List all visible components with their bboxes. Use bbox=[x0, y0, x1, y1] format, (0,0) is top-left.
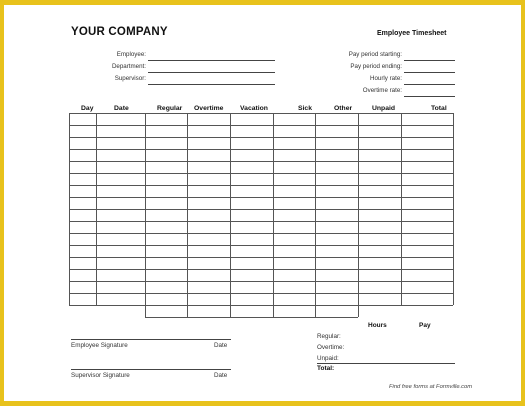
table-row-line bbox=[69, 197, 453, 198]
table-row-line bbox=[69, 125, 453, 126]
col-header-sick: Sick bbox=[298, 105, 312, 112]
table-row-line bbox=[69, 269, 453, 270]
table-column-line bbox=[96, 113, 97, 305]
col-header-unpaid: Unpaid bbox=[372, 105, 396, 112]
table-row-line bbox=[69, 221, 453, 222]
table-column-line bbox=[69, 113, 70, 305]
hourly-rate-label: Hourly rate: bbox=[370, 75, 402, 82]
pay-period-start-field[interactable] bbox=[404, 60, 455, 61]
employee-signature-line[interactable] bbox=[71, 339, 231, 340]
summary-regular-label: Regular: bbox=[317, 333, 341, 340]
employee-field[interactable] bbox=[148, 60, 275, 61]
col-header-day: Day bbox=[81, 105, 94, 112]
summary-overtime-label: Overtime: bbox=[317, 344, 345, 351]
table-row-line bbox=[69, 257, 453, 258]
col-header-total: Total bbox=[431, 105, 447, 112]
col-header-date: Date bbox=[114, 105, 129, 112]
supervisor-label: Supervisor: bbox=[114, 75, 146, 82]
table-header-rule bbox=[69, 113, 453, 114]
employee-date-label: Date bbox=[214, 342, 228, 349]
summary-divider bbox=[317, 363, 455, 364]
supervisor-date-label: Date bbox=[214, 372, 228, 379]
table-summary-line bbox=[145, 317, 358, 318]
table-row-line bbox=[69, 209, 453, 210]
table-row-line bbox=[69, 281, 453, 282]
supervisor-signature-label: Supervisor Signature bbox=[71, 372, 130, 379]
department-field[interactable] bbox=[148, 72, 275, 73]
department-label: Department: bbox=[111, 63, 146, 70]
pay-period-start-label: Pay period starting: bbox=[348, 51, 402, 58]
table-row-line bbox=[69, 185, 453, 186]
table-row-line bbox=[69, 173, 453, 174]
table-column-line bbox=[230, 113, 231, 317]
table-row-line bbox=[69, 305, 453, 306]
table-column-line bbox=[145, 113, 146, 317]
col-header-regular: Regular bbox=[157, 105, 183, 112]
supervisor-field[interactable] bbox=[148, 84, 275, 85]
table-column-line bbox=[187, 113, 188, 317]
summary-unpaid-label: Unpaid: bbox=[317, 355, 339, 362]
table-row-line bbox=[69, 137, 453, 138]
pay-period-end-field[interactable] bbox=[404, 72, 455, 73]
table-row-line bbox=[69, 293, 453, 294]
table-row-line bbox=[69, 161, 453, 162]
table-row-line bbox=[69, 245, 453, 246]
table-column-line bbox=[273, 113, 274, 317]
summary-total-label: Total: bbox=[317, 365, 335, 372]
hourly-rate-field[interactable] bbox=[404, 84, 455, 85]
table-row-line bbox=[69, 149, 453, 150]
supervisor-signature-line[interactable] bbox=[71, 369, 231, 370]
employee-signature-label: Employee Signature bbox=[71, 342, 128, 349]
summary-hours-header: Hours bbox=[368, 322, 387, 329]
col-header-other: Other bbox=[334, 105, 353, 112]
company-name: YOUR COMPANY bbox=[71, 26, 168, 38]
overtime-rate-field[interactable] bbox=[404, 96, 455, 97]
table-column-line bbox=[401, 113, 402, 305]
table-column-line bbox=[315, 113, 316, 317]
table-column-line bbox=[358, 113, 359, 317]
col-header-overtime: Overtime bbox=[194, 105, 224, 112]
col-header-vacation: Vacation bbox=[240, 105, 268, 112]
overtime-rate-label: Overtime rate: bbox=[362, 87, 402, 94]
document-title: Employee Timesheet bbox=[377, 30, 447, 37]
employee-label: Employee: bbox=[116, 51, 146, 58]
footer-note: Find free forms at Formville.com bbox=[389, 384, 473, 390]
pay-period-end-label: Pay period ending: bbox=[350, 63, 402, 70]
table-row-line bbox=[69, 233, 453, 234]
table-column-line bbox=[453, 113, 454, 305]
summary-pay-header: Pay bbox=[419, 322, 431, 329]
